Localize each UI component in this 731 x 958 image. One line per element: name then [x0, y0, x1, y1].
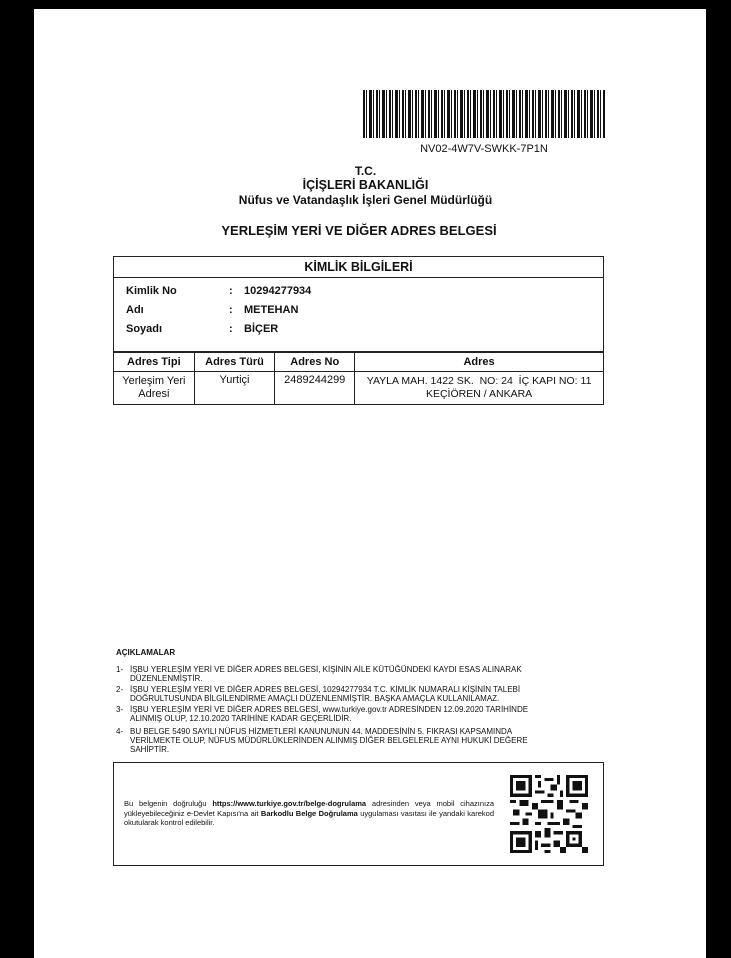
- field-value-name: METEHAN: [244, 304, 299, 316]
- note-line: İŞBU YERLEŞİM YERİ VE DİĞER ADRES BELGESİ, www.turkiye.gov.tr ADRESİNDEN 12.09.2020 TARİHİNDE: [130, 705, 529, 714]
- field-label-id: Kimlik No: [126, 285, 177, 297]
- note-number: 2-: [116, 685, 124, 694]
- verification-box: [113, 762, 604, 866]
- field-sep: :: [229, 323, 233, 335]
- field-label-surname: Soyadı: [126, 323, 163, 335]
- field-value-id: 10294277934: [244, 285, 312, 297]
- note-line: İŞBU YERLEŞİM YERİ VE DİĞER ADRES BELGESİ, KİŞİNİN AİLE KÜTÜĞÜNDEKİ KAYDI ESAS ALINARAK: [130, 665, 522, 674]
- address-line1: YAYLA MAH. 1422 SK. NO: 24 İÇ KAPI NO: 11: [366, 375, 592, 387]
- column-header: Adres Türü: [194, 353, 275, 372]
- document-code: NV02-4W7V-SWKK-7P1N: [420, 143, 548, 155]
- note-item: [116, 685, 596, 703]
- field-sep: :: [229, 304, 233, 316]
- note-line: DOĞRULTUSUNDA BİLGİLENDİRME AMAÇLI DÜZENLENMİŞTİR. BAŞKA AMAÇLA KULLANILAMAZ.: [130, 694, 500, 703]
- header-ministry: İÇİŞLERİ BAKANLIĞI: [302, 178, 429, 192]
- address-type-line2: Adresi: [138, 388, 170, 400]
- note-line: DÜZENLENMİŞTİR.: [130, 674, 203, 683]
- verification-text: [124, 799, 494, 828]
- note-item: [116, 665, 596, 683]
- table-header-row: [114, 353, 604, 372]
- notes-title: AÇIKLAMALAR: [116, 648, 176, 657]
- field-label-name: Adı: [126, 304, 144, 316]
- note-number: 4-: [116, 727, 124, 736]
- note-item: [116, 727, 596, 754]
- address-cell: [355, 372, 604, 405]
- note-line: İŞBU YERLEŞİM YERİ VE DİĞER ADRES BELGESİ, 10294277934 T.C. KİMLİK NUMARALI KİŞİNİN TALEBİ: [130, 685, 521, 694]
- identity-box: [113, 256, 604, 352]
- note-item: [116, 705, 596, 723]
- address-number-cell: 2489244299: [275, 372, 355, 405]
- header-tc: T.C.: [354, 164, 377, 178]
- note-number: 3-: [116, 705, 124, 714]
- address-type-line1: Yerleşim Yeri: [122, 375, 186, 387]
- verification-url[interactable]: https://www.turkiye.gov.tr/belge-dogrulama: [212, 799, 367, 808]
- verification-text-part: Bu belgenin doğruluğu: [124, 799, 213, 808]
- note-line: VERİLMEKTE OLUP, NÜFUS MÜDÜRLÜKLERİNDEN ALINMIŞ DİĞER BELGELERLE AYNI HUKUKİ DEĞERE: [130, 736, 528, 745]
- column-header: Adres No: [275, 353, 355, 372]
- identity-section-title: KİMLİK BİLGİLERİ: [114, 257, 603, 278]
- note-line: ALINMIŞ OLUP, 12.10.2020 TARİHİNE KADAR GEÇERLİDİR.: [130, 714, 352, 723]
- verification-text-part: adresinden veya mobil cihazınıza yükleyebileceğiniz e-Devlet Kapısı'na ait: [124, 799, 494, 818]
- qr-code-icon: [510, 775, 588, 853]
- barcode: [363, 90, 605, 138]
- field-sep: :: [229, 285, 233, 297]
- column-header: Adres Tipi: [114, 353, 195, 372]
- address-line2: KEÇİÖREN / ANKARA: [425, 388, 533, 400]
- verification-text-part: uygulaması vasıtası ile yandaki karekod okutularak kontrol edilebilir.: [124, 808, 494, 827]
- address-kind-cell: Yurtiçi: [194, 372, 275, 405]
- header-directorate: Nüfus ve Vatandaşlık İşleri Genel Müdürlüğü: [238, 193, 493, 207]
- document-title: YERLEŞİM YERİ VE DİĞER ADRES BELGESİ: [221, 223, 497, 238]
- column-header: Adres: [355, 353, 604, 372]
- note-line: SAHİPTİR.: [130, 745, 170, 754]
- address-type-cell: [114, 372, 195, 405]
- note-number: 1-: [116, 665, 124, 674]
- table-row: [114, 372, 604, 405]
- field-value-surname: BİÇER: [244, 323, 279, 335]
- address-table: [113, 352, 604, 405]
- note-line: BU BELGE 5490 SAYILI NÜFUS HİZMETLERİ KANUNUNUN 44. MADDESİNİN 5. FIKRASI KAPSAMINDA: [130, 727, 513, 736]
- verification-app-name: Barkodlu Belge Doğrulama: [260, 808, 358, 818]
